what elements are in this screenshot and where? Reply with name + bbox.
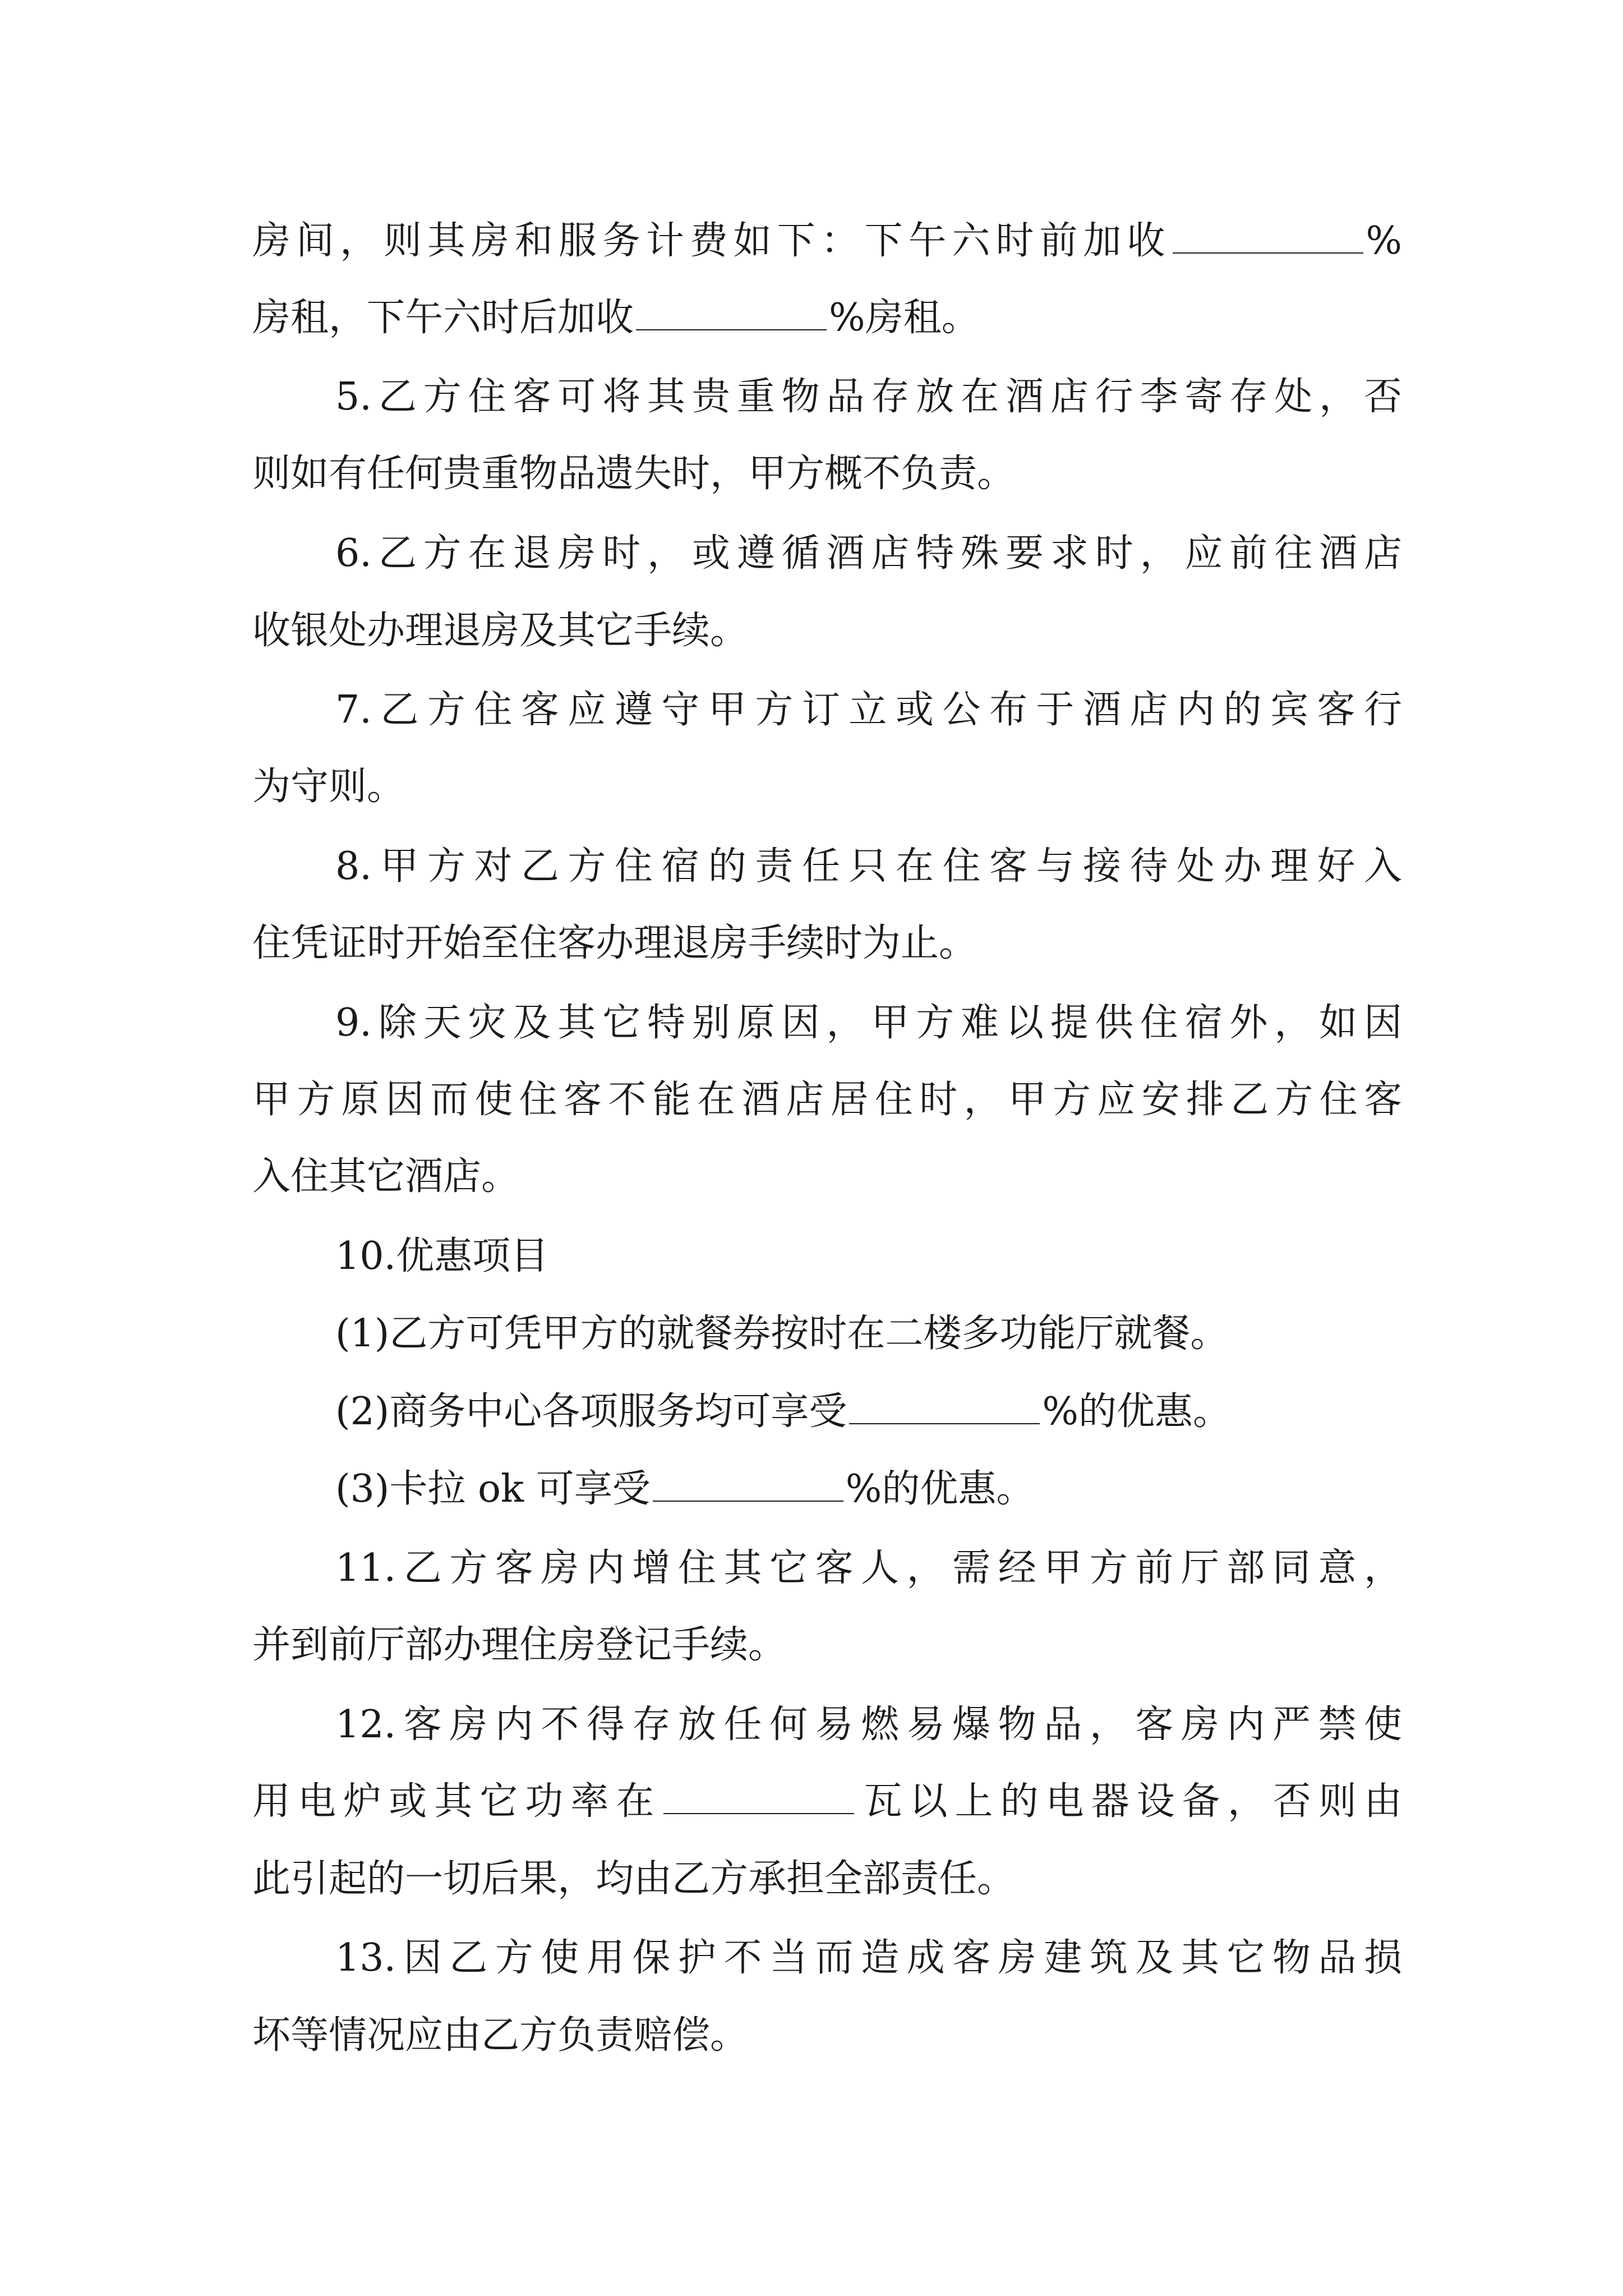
text-segment: %房租。 xyxy=(829,296,980,340)
text-line xyxy=(335,1464,1402,1515)
text-segment: 6.乙方在退房时，或遵循酒店特殊要求时，应前往酒店 xyxy=(335,531,1402,576)
text-line xyxy=(335,1543,1402,1594)
text-segment: 入住其它酒店。 xyxy=(252,1154,520,1199)
text-line xyxy=(252,1075,1402,1125)
text-segment: (2)商务中心各项服务均可享受 xyxy=(335,1389,847,1434)
text-segment: 房间，则其房和服务计费如下：下午六时前加收 xyxy=(252,219,1171,263)
text-segment: 并到前厅部办理住房登记手续。 xyxy=(252,1623,787,1667)
text-line xyxy=(252,762,1402,812)
text-segment: (1)乙方可凭甲方的就餐券按时在二楼多功能厅就餐。 xyxy=(335,1312,1229,1356)
text-segment: 甲方原因而使住客不能在酒店居住时，甲方应安排乙方住客 xyxy=(252,1078,1402,1122)
text-segment: 9.除天灾及其它特别原因，甲方难以提供住宿外，如因 xyxy=(335,1001,1402,1045)
text-segment: (3)卡拉 ok 可享受 xyxy=(335,1467,651,1511)
text-line xyxy=(335,1309,1402,1359)
text-line xyxy=(252,918,1402,969)
text-segment: 则如有任何贵重物品遗失时，甲方概不负责。 xyxy=(252,452,1016,496)
text-line xyxy=(252,1854,1402,1904)
fill-in-blank xyxy=(653,1469,843,1502)
text-line xyxy=(335,685,1402,735)
text-line xyxy=(335,1231,1402,1282)
text-line xyxy=(252,293,1402,343)
text-segment: %的优惠。 xyxy=(845,1467,1035,1511)
text-segment: 坏等情况应由乙方负责赔偿。 xyxy=(252,2013,749,2058)
text-line xyxy=(252,216,1402,266)
text-segment: 为守则。 xyxy=(252,765,405,809)
text-segment: 13.因乙方使用保护不当而造成客房建筑及其它物品损 xyxy=(335,1936,1402,1980)
text-line xyxy=(252,449,1402,499)
text-line xyxy=(335,1700,1402,1750)
text-segment: 此引起的一切后果，均由乙方承担全部责任。 xyxy=(252,1857,1016,1901)
text-segment: 收银处办理退房及其它手续。 xyxy=(252,609,749,653)
text-line xyxy=(335,372,1402,422)
text-segment: 10.优惠项目 xyxy=(335,1234,549,1278)
text-line xyxy=(335,841,1402,892)
text-segment: 房租，下午六时后加收 xyxy=(252,296,634,340)
fill-in-blank xyxy=(1173,221,1363,254)
text-segment: 住凭证时开始至住客办理退房手续时为止。 xyxy=(252,921,978,965)
text-line xyxy=(252,1620,1402,1671)
text-segment: 用电炉或其它功率在 xyxy=(252,1779,662,1824)
fill-in-blank xyxy=(636,298,827,330)
text-segment: 8.甲方对乙方住宿的责任只在住客与接待处办理好入 xyxy=(335,844,1402,889)
text-segment: 7.乙方住客应遵守甲方订立或公布于酒店内的宾客行 xyxy=(335,688,1402,732)
fill-in-blank xyxy=(663,1782,854,1814)
text-line xyxy=(335,1933,1402,1984)
text-line xyxy=(252,2010,1402,2061)
text-line xyxy=(335,998,1402,1048)
text-segment: 瓦以上的电器设备，否则由 xyxy=(856,1779,1402,1824)
text-segment: % xyxy=(1366,219,1402,263)
text-line xyxy=(335,1387,1402,1437)
text-segment: 11.乙方客房内增住其它客人，需经甲方前厅部同意， xyxy=(335,1546,1402,1590)
text-line xyxy=(252,1152,1402,1202)
text-line xyxy=(335,528,1402,579)
text-line xyxy=(252,1777,1402,1827)
text-line xyxy=(252,606,1402,656)
fill-in-blank xyxy=(849,1392,1040,1424)
text-segment: 12.客房内不得存放任何易燃易爆物品，客房内严禁使 xyxy=(335,1703,1402,1747)
text-segment: %的优惠。 xyxy=(1042,1389,1231,1434)
text-segment: 5.乙方住客可将其贵重物品存放在酒店行李寄存处，否 xyxy=(335,375,1402,419)
